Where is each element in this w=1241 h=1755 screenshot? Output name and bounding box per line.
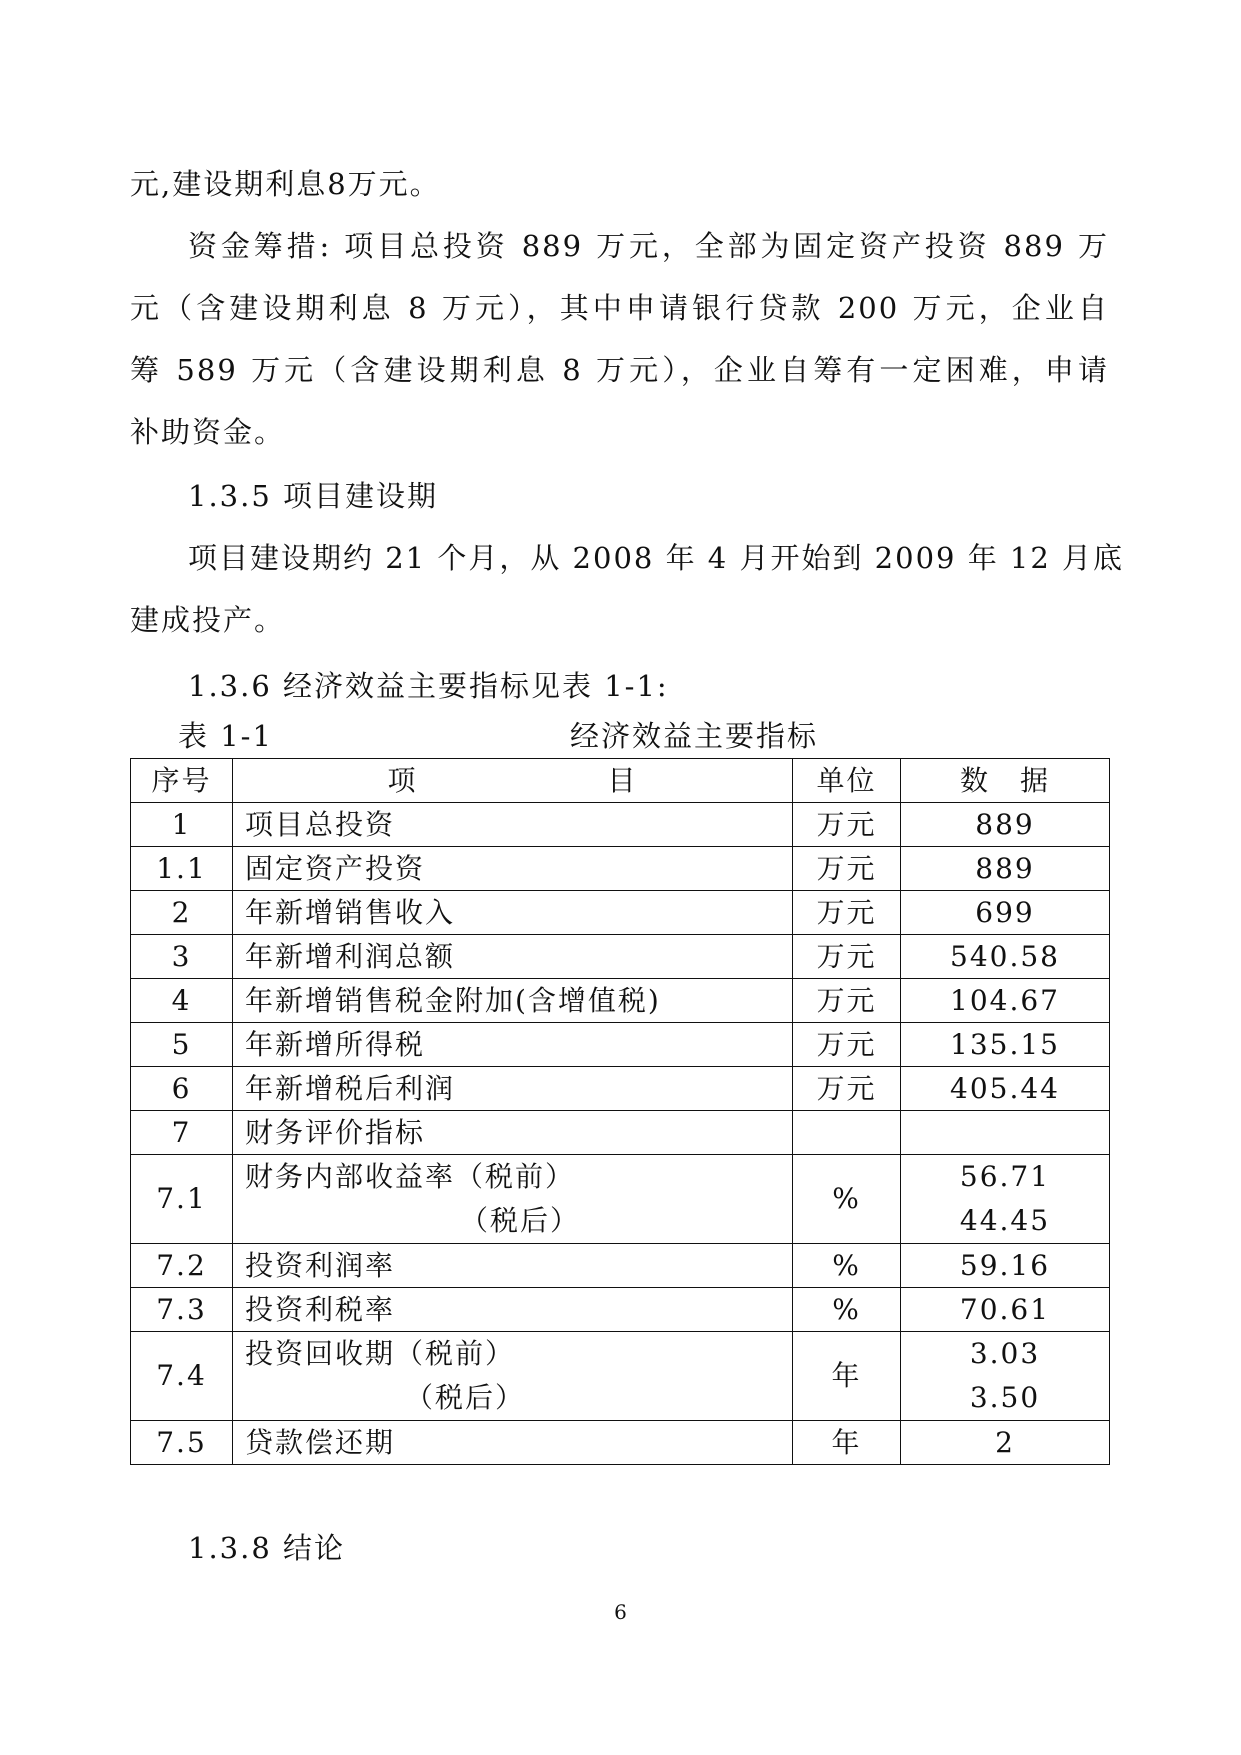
row-no: 1	[131, 803, 233, 847]
row-unit: 万元	[793, 935, 901, 979]
row-item: 年新增销售税金附加(含增值税)	[233, 979, 793, 1023]
row-value: 540.58	[901, 935, 1110, 979]
section-heading: 1.3.5 项目建设期	[188, 479, 439, 513]
row-unit: 万元	[793, 803, 901, 847]
row-value: 104.67	[901, 979, 1110, 1023]
row-unit: 万元	[793, 1023, 901, 1067]
paragraph-line: 建成投产。	[130, 603, 286, 637]
header-data: 数 据	[901, 759, 1110, 803]
row-item: 投资利税率	[233, 1288, 793, 1332]
paragraph-line: 筹 589 万元（含建设期利息 8 万元），企业自筹有一定困难，申请	[130, 353, 1109, 387]
row-no: 7.1	[131, 1155, 233, 1244]
paragraph-line: 补助资金。	[130, 415, 286, 449]
row-value: 889	[901, 847, 1110, 891]
header-item-a: 项	[387, 763, 418, 797]
row-unit: 万元	[793, 891, 901, 935]
row-item: 投资利润率	[233, 1244, 793, 1288]
row-value: 70.61	[901, 1288, 1110, 1332]
row-value: 405.44	[901, 1067, 1110, 1111]
row-no: 7.4	[131, 1332, 233, 1421]
section-heading: 1.3.8 结论	[188, 1531, 346, 1565]
row-unit: 万元	[793, 979, 901, 1023]
row-value: 59.16	[901, 1244, 1110, 1288]
table-row	[131, 803, 1110, 847]
row-no: 1.1	[131, 847, 233, 891]
row-item: 年新增税后利润	[233, 1067, 793, 1111]
row-no: 4	[131, 979, 233, 1023]
row-item	[233, 1155, 793, 1244]
paragraph-line: 项目建设期约 21 个月，从 2008 年 4 月开始到 2009 年 12 月底	[188, 541, 1125, 575]
row-no: 7.3	[131, 1288, 233, 1332]
row-item: 贷款偿还期	[233, 1421, 793, 1465]
page-number: 6	[614, 1600, 627, 1624]
row-item: 固定资产投资	[233, 847, 793, 891]
row-unit: 万元	[793, 847, 901, 891]
row-no: 3	[131, 935, 233, 979]
row-value-main: 56.71	[959, 1160, 1051, 1193]
table-row	[131, 1332, 1110, 1421]
table-row	[131, 1421, 1110, 1465]
row-item-sub: （税后）	[460, 1204, 581, 1237]
table-row	[131, 1023, 1110, 1067]
row-value-sub: 44.45	[959, 1204, 1051, 1237]
row-no: 7.5	[131, 1421, 233, 1465]
row-value: 2	[901, 1421, 1110, 1465]
row-item-main: 投资回收期（税前）	[245, 1337, 516, 1370]
row-item-main: 财务内部收益率（税前）	[245, 1160, 576, 1193]
row-item: 项目总投资	[233, 803, 793, 847]
row-unit: %	[793, 1244, 901, 1288]
row-value: 889	[901, 803, 1110, 847]
row-value: 699	[901, 891, 1110, 935]
row-value	[901, 1111, 1110, 1155]
indicators-table	[130, 758, 1110, 1465]
paragraph-line: 资金筹措: 项目总投资 889 万元，全部为固定资产投资 889 万	[188, 229, 1109, 263]
table-label: 表 1-1	[178, 719, 273, 753]
row-value: 135.15	[901, 1023, 1110, 1067]
row-unit: %	[793, 1155, 901, 1244]
table-header-row	[131, 759, 1110, 803]
row-unit: 万元	[793, 1067, 901, 1111]
row-unit: 年	[793, 1421, 901, 1465]
table-title: 经济效益主要指标	[570, 719, 819, 753]
row-value	[901, 1332, 1110, 1421]
table-row	[131, 1067, 1110, 1111]
section-heading: 1.3.6 经济效益主要指标见表 1-1:	[188, 669, 669, 703]
row-unit	[793, 1111, 901, 1155]
row-item: 年新增利润总额	[233, 935, 793, 979]
table-row	[131, 979, 1110, 1023]
row-item: 财务评价指标	[233, 1111, 793, 1155]
row-unit: 年	[793, 1332, 901, 1421]
paragraph-line: 元,建设期利息8万元。	[130, 167, 441, 201]
table-row	[131, 1155, 1110, 1244]
table-row	[131, 1244, 1110, 1288]
header-item-b: 目	[607, 763, 638, 797]
table-row	[131, 891, 1110, 935]
row-value	[901, 1155, 1110, 1244]
row-no: 5	[131, 1023, 233, 1067]
row-value-sub: 3.50	[969, 1381, 1041, 1414]
row-no: 2	[131, 891, 233, 935]
row-item: 年新增所得税	[233, 1023, 793, 1067]
header-unit: 单位	[793, 759, 901, 803]
row-no: 6	[131, 1067, 233, 1111]
paragraph-line: 元（含建设期利息 8 万元），其中申请银行贷款 200 万元，企业自	[130, 291, 1109, 325]
row-no: 7	[131, 1111, 233, 1155]
header-no: 序号	[131, 759, 233, 803]
row-unit: %	[793, 1288, 901, 1332]
table-row	[131, 1288, 1110, 1332]
row-item-sub: （税后）	[405, 1381, 526, 1414]
table-row	[131, 935, 1110, 979]
row-item: 年新增销售收入	[233, 891, 793, 935]
row-item	[233, 1332, 793, 1421]
table-row	[131, 1111, 1110, 1155]
row-value-main: 3.03	[969, 1337, 1041, 1370]
table-row	[131, 847, 1110, 891]
header-item	[233, 759, 793, 803]
row-no: 7.2	[131, 1244, 233, 1288]
